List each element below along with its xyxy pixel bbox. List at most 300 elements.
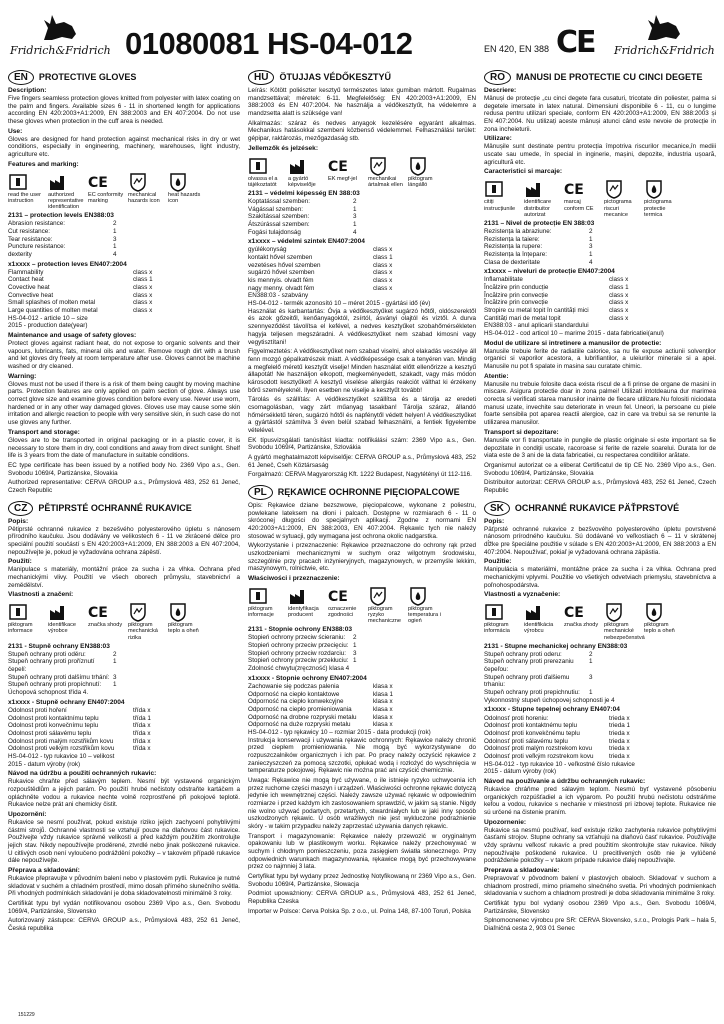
header bbox=[0, 0, 724, 62]
paragraph: Certyfikat typu był wydany przez Jednostkę Notyfikowaną nr 2369 Vipo a.s., Gen. Svobodu 1069/4, Partizánske, Słowacja bbox=[248, 872, 476, 888]
level-label: Stopień ochrony przeciw rozdarciu: bbox=[248, 649, 346, 657]
heat-label: Odporność na ciepło kontaktowe bbox=[248, 690, 340, 698]
heading: Použití: bbox=[8, 558, 32, 566]
mechanical-shield-icon bbox=[128, 172, 148, 192]
brand-logo-left bbox=[10, 12, 111, 57]
heat-label: kontakt hővel szemben bbox=[248, 254, 313, 262]
level-value: 1 bbox=[113, 658, 117, 666]
section-title: RĘKAWICE OCHRONNE PIĘCIOPALCOWE bbox=[277, 486, 460, 497]
section-title: OCHRANNÉ RUKAVICE PÄŤPRSTOVÉ bbox=[514, 502, 680, 513]
heat-label: Odporność na duże rozpryski metalu bbox=[248, 721, 351, 729]
level-label: Fogási tulajdonság bbox=[248, 228, 301, 236]
heading: x1xxxx – védelmi szintek EN407:2004 bbox=[248, 238, 365, 246]
paragraph: Authorized representative: CERVA GROUP a.s., Průmyslová 483, 252 61 Jeneč, Czech Republic bbox=[8, 479, 240, 494]
heat-row bbox=[8, 722, 240, 730]
heat-row bbox=[484, 276, 716, 284]
level-value: 3 bbox=[353, 213, 357, 221]
level-label: Puncture resistance: bbox=[8, 243, 66, 251]
icon-caption: EK megf-jel bbox=[328, 175, 357, 182]
pictogram-row bbox=[248, 586, 476, 624]
heat-value: class x bbox=[609, 291, 629, 299]
paragraph: Rukavice chráňme pred sálavým teplom. Nesmú byť vystavené pôsobeniu organických rozpúšťadiel a ich výparom. Po použití hrubú nečistotu odstráňme kefou a vodou, rukavice s nechanie v miestnosti pri izbovej teplote. Rukavice nie sú určené na čistenie praním. bbox=[484, 785, 716, 816]
heat-label: Zachowanie się podczas palenia bbox=[248, 682, 340, 690]
level-row bbox=[484, 689, 716, 697]
heat-row bbox=[248, 246, 476, 254]
ce-icon bbox=[88, 602, 108, 622]
icon-caption: mechanical hazards icon bbox=[128, 191, 160, 204]
paragraph: Manusile trebuie ferite de radiatiile calorice, sa nu fie expuse actiunii solvenților organici si vaporilor acestora, a lubrifiantilor, a uleiurilor minerale si a apei. Manusile nu pot fi spalate in masina sau curatate chimic. bbox=[484, 347, 716, 371]
heat-value: class x bbox=[609, 307, 629, 314]
heat-value: class 1 bbox=[133, 276, 153, 284]
article-line: HS-04-012 - cod articol 10 – marime 2015 - data fabricatiei(anul) bbox=[484, 330, 664, 338]
paragraph: Gloves are to be transported in original packaging or in a plastic cover, it is necessary to store them in dry, cool conditions and away from direct sunlight. Shelf life is 3 years from the date of manufacture in suitable conditions. bbox=[8, 436, 240, 460]
heat-list bbox=[8, 269, 240, 315]
heat-label: Odolnost proti konvečnímu teplu bbox=[8, 722, 99, 730]
heat-label: Convective heat bbox=[8, 291, 54, 299]
heat-row bbox=[8, 276, 240, 284]
level-value: 1 bbox=[353, 642, 357, 650]
heading: Upozornenie: bbox=[484, 818, 527, 826]
paragraph: Five fingers seamless protection gloves knitted from polyester with latex coating on the palm and fingers. Available sizes 6 - 11 in shortened length for applications according EN 420:2003+A1:2009, EN 388:2003 and EN 407:2004. Do not use these gloves when protection in the cuff area is needed. bbox=[8, 95, 240, 126]
level-value: 1 bbox=[113, 681, 117, 689]
book-icon bbox=[8, 602, 28, 622]
heat-label: sugárzó hővel szemben bbox=[248, 269, 315, 277]
heading: Features and marking: bbox=[8, 160, 79, 168]
heat-row bbox=[8, 730, 240, 738]
heat-label: Odporność na ciepło konwekcyjne bbox=[248, 698, 344, 706]
level-row bbox=[248, 229, 476, 237]
level-value: 1 bbox=[113, 243, 117, 251]
icon-caption: piktogram informacje bbox=[248, 606, 274, 619]
level-row bbox=[484, 259, 716, 267]
brand-logo-right bbox=[614, 12, 715, 57]
levels-list bbox=[484, 228, 716, 266]
icon-caption: marcaj conform CE bbox=[564, 199, 594, 212]
fire-shield-icon bbox=[408, 586, 428, 606]
heading: Descriere: bbox=[484, 87, 517, 94]
heat-value: class x bbox=[133, 268, 153, 276]
level-row bbox=[484, 658, 716, 673]
level-row bbox=[484, 236, 716, 244]
article-line: HS-04-012 - article 10 – size bbox=[8, 314, 88, 322]
heading: Popis: bbox=[484, 517, 505, 525]
ce-icon bbox=[88, 172, 108, 192]
level-row bbox=[248, 206, 476, 214]
icon-caption: značka zhody bbox=[564, 622, 599, 629]
level-row bbox=[248, 213, 476, 221]
book-icon bbox=[248, 586, 268, 606]
icon-caption: citiți instrucțiunile bbox=[484, 199, 516, 212]
fire-shield-icon bbox=[408, 156, 428, 176]
book-icon bbox=[8, 172, 28, 192]
lang-badge: EN bbox=[8, 70, 34, 85]
level-label: Koptatással szemben: bbox=[248, 198, 310, 206]
level-row bbox=[248, 657, 476, 665]
pictogram-row bbox=[484, 602, 716, 640]
level-label: Stupeň ochrany proti dalšímu trhání: bbox=[8, 673, 110, 681]
heading: Použitie: bbox=[484, 558, 512, 566]
heat-label: Odolnosť proti horeniu: bbox=[484, 714, 549, 722]
level-label: Stupeň ochrany proti proříznutí čepelí: bbox=[8, 658, 95, 674]
icon-caption: heat hazards icon bbox=[168, 191, 201, 204]
level-row bbox=[248, 642, 476, 650]
heading: Vlastnosti a vyznačenie: bbox=[484, 591, 561, 599]
heat-row bbox=[248, 698, 476, 706]
level-row bbox=[8, 251, 240, 259]
heat-row bbox=[248, 269, 476, 277]
heat-row bbox=[248, 262, 476, 270]
heat-label: Odolnost proti kontaktnímu teplu bbox=[8, 714, 99, 722]
level-label: Abrasion resistance: bbox=[8, 220, 66, 228]
icon-caption: pictograma riscuri mecanice bbox=[604, 199, 632, 218]
paragraph: Importer w Polsce: Cerva Polska Sp. z o.o., ul. Polna 148, 87-100 Toruń, Polska bbox=[248, 907, 471, 915]
level-row bbox=[8, 220, 240, 228]
icon-caption: piktogram mechanická rizika bbox=[128, 622, 158, 641]
heat-label: Odolnost proti sálavému teplu bbox=[8, 729, 92, 737]
heat-value: class x bbox=[133, 283, 153, 291]
heat-label: Small splashes of molten metal bbox=[8, 299, 96, 307]
book-icon bbox=[484, 179, 504, 199]
fire-shield-icon bbox=[168, 172, 188, 192]
heat-value: class 1 bbox=[373, 254, 393, 262]
heat-row bbox=[8, 292, 240, 300]
fire-shield-icon bbox=[168, 602, 188, 622]
heat-value: trieda 1 bbox=[609, 722, 631, 730]
heading: Description: bbox=[8, 87, 47, 94]
heat-value: class 1 bbox=[609, 283, 629, 291]
heat-row bbox=[8, 715, 240, 723]
levels-list bbox=[248, 634, 476, 665]
paragraph: Autorizovaný zástupce: CERVA GROUP a.s., Průmyslová 483, 252 61 Jeneč, Česká republika bbox=[8, 917, 240, 933]
heading: x1xxxx - Stupně ochrany EN407:2004 bbox=[8, 698, 125, 706]
heat-row bbox=[484, 730, 716, 738]
heat-label: gyúlékonyság bbox=[248, 246, 287, 254]
heading: Popis: bbox=[8, 517, 29, 525]
heat-label: Încălzire prin conducție bbox=[484, 283, 549, 291]
icon-caption: oznaczenie zgodności bbox=[328, 606, 357, 619]
fire-shield-icon bbox=[644, 179, 664, 199]
ce-mark: CE bbox=[556, 25, 595, 60]
brand-name: Fridrich&Fridrich bbox=[614, 44, 715, 57]
level-row bbox=[8, 651, 240, 659]
level-value: 2 bbox=[589, 650, 593, 658]
column-middle bbox=[248, 70, 476, 917]
level-row bbox=[8, 236, 240, 244]
brand-name: Fridrich&Fridrich bbox=[10, 44, 111, 57]
book-icon bbox=[248, 156, 268, 176]
paragraph: Leírás: Kötött poliészter kesztyű természetes latex gumiban mártott. Rugalmas mandzsettával; méretek: 6-11. Megfelelőség: EN 420:2003+A1:2009, EN 388:2003 és EN 407:2004. Ne használja a védőkesztyűt, ha védelemre a mandzsetta alatt is szüksége van! bbox=[248, 87, 476, 118]
level-value: 2 bbox=[113, 220, 117, 228]
level-row bbox=[248, 221, 476, 229]
production-line: 2015 - production date(year) bbox=[8, 322, 88, 330]
pictogram-row bbox=[8, 172, 240, 210]
levels-list bbox=[8, 651, 240, 689]
paragraph: Alkalmazás: száraz és nedves anyagok kezelésére egyaránt alkalmas. Mechanikus hatásokkal szembeni közbenső védelemmel. Felhasználási terület: gépipar, raktározás, mezőgazdaság stb. bbox=[248, 119, 476, 143]
heat-row bbox=[248, 683, 476, 691]
icon-caption: piktogram informácia bbox=[484, 622, 510, 635]
heading: x1xxxx - Stupne tepelnej ochrany EN407:04 bbox=[484, 706, 620, 714]
level-value: 2 bbox=[113, 650, 117, 658]
heat-value: třída x bbox=[133, 737, 151, 745]
level-value: 3 bbox=[589, 243, 593, 251]
heat-row bbox=[484, 738, 716, 746]
lang-badge: PL bbox=[248, 485, 273, 500]
level-row bbox=[8, 243, 240, 251]
heading: Transport si depozitare: bbox=[484, 428, 559, 436]
heat-row bbox=[8, 284, 240, 292]
paragraph: Manusile nu trebuie folosite daca exista riscul de a fi prinse de organe de masini in miscare. Asigura protectie doar in zona palmei! Utilizati intotdeauna dur marimea corecta si verificati starea manusilor inainte de fiecare utilizare.Nu folositi niciodata manusi uzate, invechite sau deteriorate in vreun fel. Uneori, la persoane cu piele foarte sensibila pot aparea reactii alergice, caz in care va trebui sa se renunte la utilizarea manusilor. bbox=[484, 380, 716, 427]
heat-row bbox=[484, 315, 716, 323]
level-label: Stupeň ochrany proti oděru: bbox=[8, 650, 86, 658]
heading: Caracteristici si marcaje: bbox=[484, 168, 563, 176]
pictogram-row bbox=[484, 179, 716, 217]
heading: Transport and storage: bbox=[8, 428, 80, 436]
heading: Use: bbox=[8, 127, 23, 135]
icon-caption: piktogram temperatura i ogień bbox=[408, 606, 441, 625]
paragraph: Manusile vor fi transportate in pungile de plastic originale si este important sa fie depozitate in condiții uscate, racoroase si ferite de razele soarelui. Durata lor de viata este de 3 ani de la data fabricatiei, cu respectarea conditiilor arătate. bbox=[484, 436, 716, 460]
icon-caption: piktogram teplo a oheň bbox=[644, 622, 675, 635]
level-value: 4 bbox=[353, 228, 357, 236]
heat-list bbox=[484, 715, 716, 761]
level-value: 1 bbox=[589, 250, 593, 258]
level-value: 1 bbox=[589, 658, 593, 666]
heat-row bbox=[248, 691, 476, 699]
level-value: 1 bbox=[589, 689, 593, 697]
heat-row bbox=[248, 706, 476, 714]
heat-value: class x bbox=[133, 291, 153, 299]
heat-value: class x bbox=[373, 277, 393, 285]
heading: Vlastnosti a značení: bbox=[8, 591, 74, 599]
paragraph: Certifikát typu byl vydán notifikovanou osobou 2369 Vipo a.s., Gen. Svobodu 1069/4, Partizánske, Slovensko bbox=[8, 900, 240, 915]
mechanical-shield-icon bbox=[128, 602, 148, 622]
product-code: 01080081 HS-04-012 bbox=[125, 26, 413, 61]
icon-caption: identifikácia výrobcu bbox=[524, 622, 554, 635]
paragraph: Opis: Rękawice dziane bezszwowe, pięciopalcowe, wykonane z poliestru, powlekane lateksem na dłoni i palcach. Dostępne w rozmiarach 6 - 11 o skróconej długości do specjalnych aplikacji. Zgodne z normami EN 420:2003+A1:2009, EN 388:2003, EN 407:2004. Rękawic tych nie należy stosować w sytuacji, gdy wymagana jest ochrona okolic nadgarstka. bbox=[248, 501, 476, 540]
level-label: Stopień ochrony przeciw ścieraniu: bbox=[248, 634, 346, 642]
paragraph: Päťprsté ochranné rukavice z bezšvového polyesterového úpletu povrstvené nánosom prírodného kaučuku. Sú dodávané vo veľkostiach 6 – 11 v skrátenej dĺžke pre špeciálne použitie v súlade s EN 420:2003+A1:2009, EN 388:2003 a EN 407:2004. Nepoužívať, pokiaľ je vyžadovaná ochrana zápästia. bbox=[484, 525, 716, 556]
heat-list bbox=[248, 246, 476, 292]
production-line: 2015 - datum výroby (rok) bbox=[8, 760, 81, 768]
paragraph: Manipulácia s materiálmi, montážne práce za sucha i za vlhka. Ochrana pred mechanickými vplyvmi. Použitie vo všetkých odvetviach priemyslu, stavebníctva a poľnohospodárstva. bbox=[484, 566, 716, 589]
heat-row bbox=[8, 307, 240, 315]
section-title: PĚTIPRSTÉ OCHRANNÉ RUKAVICE bbox=[38, 502, 192, 513]
heat-list bbox=[8, 707, 240, 753]
norms-label: EN 420, EN 388 bbox=[484, 44, 550, 54]
heading: Přeprava a skladování: bbox=[8, 867, 80, 874]
heat-value: trieda x bbox=[609, 737, 630, 745]
level-label: Tear resistance: bbox=[8, 235, 53, 243]
heat-value: třída x bbox=[133, 722, 151, 730]
heat-value: třída 1 bbox=[133, 714, 151, 722]
icon-caption: a gyártó képviselője bbox=[288, 175, 316, 188]
level-row bbox=[8, 228, 240, 236]
heat-label: Cantități mari de metal topit bbox=[484, 314, 561, 322]
heading: Utilizare: bbox=[484, 135, 512, 143]
icon-caption: mechanikai ártalmak ellen bbox=[368, 175, 403, 188]
heat-value: klasa 1 bbox=[373, 690, 393, 698]
level-value: 1 bbox=[353, 205, 357, 213]
icon-caption: piktogram mechanické nebezpečenstvá bbox=[604, 622, 645, 641]
level-value: 3 bbox=[113, 235, 117, 243]
paragraph: Rukavice přepravujte v původním balení nebo v plastovém pytli. Rukavice je nutné skladovat v suchém a chladném prostředí, mimo dosah přímého slunečního světla. Při vhodných podmínkách skladování je doba skladovatelnosti minimálně 3 roky. bbox=[8, 875, 240, 898]
heat-label: Odolnosť proti kontaktnému teplu bbox=[484, 722, 578, 730]
heat-value: class x bbox=[373, 261, 393, 269]
heat-label: nagy menny. olvadt fém bbox=[248, 284, 315, 292]
heat-value: klasa x bbox=[373, 698, 393, 706]
level-label: Rezistența la abraziune: bbox=[484, 227, 552, 235]
heat-row bbox=[484, 715, 716, 723]
heat-label: Contact heat bbox=[8, 276, 44, 284]
paragraph: Gloves must not be used if there is a risk of them being caught by moving machine parts. Protection features are only applied on palm section of glove. Always use correct glove size and examine gloves condition before every use. Never use worn, hardened or in any other way damaged gloves. Gloves use may cause some skin irritation and allergic reaction to people with very sensitive skin, in such case do not use gloves any further. bbox=[8, 380, 240, 427]
level-label: Stupeň ochrany proti oderu: bbox=[484, 650, 562, 658]
icon-caption: piktogram teplo a oheň bbox=[168, 622, 199, 635]
heat-label: Odolnosť proti sálavému teplu bbox=[484, 737, 568, 745]
icon-caption: identificare distribuitor autorizat bbox=[524, 199, 552, 218]
mechanical-shield-icon bbox=[368, 586, 388, 606]
icon-caption: piktogram informace bbox=[8, 622, 33, 635]
lang-badge: CZ bbox=[8, 501, 33, 516]
ce-icon bbox=[564, 179, 584, 199]
heat-row bbox=[484, 307, 716, 315]
level-label: Stupeň ochrany proti propíchnutí: bbox=[8, 681, 102, 689]
paragraph: Rukavice chraňte před sálavým teplem. Nesmí být vystavené organickým rozpouštědlům a jejich parám. Po použití hrubé nečistoty odstraňte kartáčem a opláchněte vodou a rukavice nechte volně rozprostřené při pokojové teplotě. Rukavice nelze prát ani chemicky čistit. bbox=[8, 778, 240, 809]
heading: Návod na údržbu a použití ochranných rukavic: bbox=[8, 770, 157, 778]
paragraph: Distribuitor autorizat: CERVA GROUP a.s., Průmyslová 483, 252 61 Jeneč, Czech Republic bbox=[484, 479, 716, 494]
article-line: HS-04-012 - typ rukavice 10 - veľkostné číslo rukavice bbox=[484, 760, 635, 768]
paragraph: Wykorzystanie i przeznaczenie: Rękawice przeznaczone do ochrony rąk przed uszkodzeniami mechanicznymi w suchym oraz wilgotnym środowisku, szczególnie przy pracach inżynieryjnych, magazynowych, w przemyśle lekkim, maszynowym, rolnictwie, etc. bbox=[248, 542, 476, 573]
paragraph: A gyártó meghatalmazott képviselője: CERVA GROUP a.s., Průmyslová 483, 252 61 Jeneč, Cseh Köztársaság bbox=[248, 453, 476, 469]
heat-value: trieda x bbox=[609, 752, 630, 760]
level-value: 4 bbox=[589, 258, 593, 266]
ce-icon bbox=[328, 156, 348, 176]
heat-value: trieda x bbox=[609, 714, 630, 722]
level-value: 1 bbox=[113, 227, 117, 235]
icon-caption: olvassa el a tájékoztatót bbox=[248, 175, 278, 188]
heat-label: Odolnosť proti konvekčnému teplu bbox=[484, 729, 580, 737]
levels-list bbox=[8, 220, 240, 258]
heat-row bbox=[8, 707, 240, 715]
paragraph: Organismul autorizat ce a eliberat Certificatul de tip CE No. 2369 Vipo a.s., Gen. Svobodu 1069/4, Partizánske, Slovakia bbox=[484, 461, 716, 477]
level-value: 2 bbox=[353, 198, 357, 206]
icon-caption: identifikace výrobce bbox=[48, 622, 76, 635]
heat-value: class x bbox=[609, 314, 629, 322]
dog-logo-icon bbox=[642, 12, 686, 42]
heat-value: třída x bbox=[133, 729, 151, 737]
level-label: Rezistența la înțepare: bbox=[484, 250, 548, 258]
column-left bbox=[8, 70, 240, 935]
heading: 2131 - Stupně ochrany EN388:03 bbox=[8, 642, 110, 650]
level-row bbox=[248, 198, 476, 206]
level-label: Szakítással szemben: bbox=[248, 213, 310, 221]
heat-label: Odporność na drobne rozpryski metalu bbox=[248, 713, 357, 721]
column-right bbox=[484, 70, 716, 935]
level-label: Rezistența la taiere: bbox=[484, 235, 540, 243]
factory-icon bbox=[288, 156, 308, 176]
section-title: PROTECTIVE GLOVES bbox=[38, 72, 137, 83]
heading: Modul de utilizare si intretinere a manusilor de protectie: bbox=[484, 339, 662, 347]
pictogram-row bbox=[248, 156, 476, 188]
level-label: Stopień ochrony przeciw przecięciu: bbox=[248, 642, 349, 650]
level-row bbox=[484, 651, 716, 659]
heat-value: class x bbox=[373, 246, 393, 254]
heat-row bbox=[484, 722, 716, 730]
paragraph: Pětiprsté ochranné rukavice z bezešvého polyesterového úpletu s nánosem přírodního kaučuku. Jsou dodávány ve velikostech 6 - 11 ve zkrácené délce pro speciální použití součástí s EN 420:2003+A1:2009, EN 388:2003 a EN 407:2004, nepoužívejte je, pokud je vyžadována ochrana zápěstí. bbox=[8, 525, 240, 556]
heading: Atentie: bbox=[484, 372, 509, 380]
heat-row bbox=[8, 269, 240, 277]
factory-icon bbox=[524, 179, 544, 199]
level-label: dexterity bbox=[8, 250, 32, 258]
paragraph: Figyelmeztetés: A védőkesztyűket nem szabad viselni, ahol elakadás veszélye áll fenn mozgó gépalkatrészek miatt. A védőképessége csak a tenyéren van. Mindig a megfelelő méretű kesztyűt viselje! Minden használat előtt ellenőrizze a kesztyű állapotát! Ne használjon elkopott, megkeményedett, szakadt, vagy más módon károsodott kesztyűket! A kesztyű viselése allergiás reakciót válthat ki érzékeny bőrű személyeknél. Ilyen esetben ne viselje a kesztyűt tovább! bbox=[248, 348, 476, 394]
heading: Upozornění: bbox=[8, 810, 47, 818]
section-title: ÖTUJJAS VÉDŐKESZTYŰ bbox=[279, 72, 391, 83]
heat-label: Large quantities of molten metal bbox=[8, 307, 98, 314]
paragraph: Prepravovať v pôvodnom balení v plastových obaloch. Skladovať v suchom a chladnom prostredí, mimo priameho slnečného svetla. Pri vhodných podmienkach skladovania v suchom a chladnom prostredí je doba skladovania minimálne 3 roky. bbox=[484, 875, 716, 898]
factory-icon bbox=[48, 602, 68, 622]
paragraph: Uwaga: Rękawice nie mogą być używane, o ile istnieje ryzyko uchwycenia ich przez ruchome części maszyn i urządzeń. Właściwości ochronne rękawic dotyczą jedynie ich wewnętrznej części. Należy zawsze używać rękawic w odpowiednim rozmiarze i przed każdym ich zastosowaniem sprawdzić, w jakim są stanie. Nigdy nie wolno używać podartych, przetartych, stwardniałych lub w jaki inny sposób uszkodzonych rękawic. U osób wrażliwych nie jest wykluczone podrażnienie skóry - w takim przypadku należy zaprzestać używania danych rękawic. bbox=[248, 776, 476, 830]
section-title: MANUSI DE PROTECTIE CU CINCI DEGETE bbox=[516, 72, 703, 83]
article-line: HS-04-012 - typ rukavice 10 – velikost bbox=[8, 752, 115, 760]
heat-label: Inflamabilitate bbox=[484, 276, 523, 284]
dexterity-line: Vykonnostný stupeň úchopovej schopnosti je 4 bbox=[484, 696, 615, 704]
level-label: Cut resistance: bbox=[8, 227, 50, 235]
paragraph: Protect gloves against radiant heat, do not expose to organic solvents and their vapours, lubricants, fats, mineral oils and water. Remove rough dirt with a brush and let gloves dry freely at room temperature after use. Gloves cannot be machine washed or dry cleaned. bbox=[8, 340, 240, 371]
lang-badge: RO bbox=[484, 70, 511, 85]
icon-caption: piktogram lángálló bbox=[408, 175, 433, 188]
levels-list bbox=[484, 651, 716, 697]
heading: Návod na používanie a údržbu ochranných rukavíc: bbox=[484, 777, 646, 785]
heat-value: klasa x bbox=[373, 705, 393, 713]
heading: x1xxxx – protection leves EN407:2004 bbox=[8, 260, 127, 268]
icon-caption: read the user instruction bbox=[8, 191, 41, 204]
icon-caption: piktogram ryzyko mechaniczne bbox=[368, 606, 401, 625]
level-label: Stupeň ochrany proti ďalšiemu trhaniu: bbox=[484, 673, 570, 689]
level-value: 2 bbox=[589, 227, 593, 235]
heat-row bbox=[248, 714, 476, 722]
heading: Warning: bbox=[8, 372, 37, 380]
heat-row bbox=[484, 753, 716, 761]
level-value: 1 bbox=[353, 221, 357, 229]
level-row bbox=[248, 634, 476, 642]
icon-caption: identyfikacja producent bbox=[288, 606, 319, 619]
heat-label: Odolnost proti malým rozstřikům kovu bbox=[8, 737, 114, 745]
heat-value: třída x bbox=[133, 745, 151, 753]
production-line: 2015 - dátum výroby (rok) bbox=[484, 768, 557, 776]
dexterity-line: Zdolność chwytu(zręczność) klasa 4 bbox=[248, 665, 350, 673]
paragraph: Podmiot upoważniony: CERVA GROUP a.s., Průmyslová 483, 252 61 Jeneč, Republika Czeska bbox=[248, 890, 476, 905]
heat-value: class x bbox=[133, 299, 153, 307]
lang-badge: HU bbox=[248, 70, 274, 85]
heading: 2131 - Stopnie ochrony EN388:03 bbox=[248, 626, 353, 634]
heat-value: trieda x bbox=[609, 745, 630, 753]
icon-caption: EC conformity marking bbox=[88, 191, 124, 204]
heading: x1xxxx - Stopnie ochrony EN407:2004 bbox=[248, 674, 367, 682]
paragraph: Certifikát typu bol vydaný osobou 2369 Vipo a.s., Gen. Svobodu 1069/4, Partizánske, Slovensko bbox=[484, 900, 716, 915]
lang-badge: SK bbox=[484, 501, 510, 516]
levels-list bbox=[248, 198, 476, 236]
heading: 2131 - Stupne mechanickej ochrany EN388:03 bbox=[484, 642, 628, 650]
paragraph: Mânușile sunt destinate pentru protecția împotriva riscurilor mecanice,în mediii uscate sau umede, în special in inginerie, mașini, depozite, industria ușoară, agricultură etc. bbox=[484, 143, 716, 166]
level-value: 1 bbox=[353, 657, 357, 665]
paragraph: Tárolás és szállítás: A védőkesztyűket szállítsa és a tárolja az eredeti csomagolásban, vagy zárt műanyag tasakban! Tárolja száraz, állandó hőmérsékletű téren, sugárzó hőtől és napfénytől védett helyen! A védőkesztyűket a gyártástól számítva 3 éven belül szabad felhasználni, a fentiek figyelembe vételével. bbox=[248, 396, 476, 434]
heading: x1xxxx – niveluri de protecție EN407:2004 bbox=[484, 268, 615, 276]
paragraph: Használat és karbantartás: Óvja a védőkesztyűket sugárzó hőtől, oldószerektől és azok gőzeitől, kenőanyagoktól, zsírtól, ásványi olajtól és víztől. A durva szennyeződést távolítsa el kefével, a nedves kesztyűket szobahőmérsékleten hagyja teljesen megszáradni. A védőkesztyűket nem szabad kimosni vagy vegytisztítani! bbox=[248, 307, 476, 346]
factory-icon bbox=[524, 602, 544, 622]
heat-row bbox=[248, 721, 476, 729]
paragraph: Instrukcja konserwacji i używania rękawic ochronnych: Rękawice należy chronić przed ciepłem promieniowania. Nie mogą być wykorzystywane do rozpuszczalników organicznych i ich par. Po pracy należy oczyścić rękawice z zanieczyszczeń za pomocą szczotki, opłukać wodą i rozłożyć do wyschnięcia w temperaturze pokojowej. Rękawic nie można prać ani czyścić chemicznie. bbox=[248, 736, 476, 775]
heat-row bbox=[248, 277, 476, 285]
paragraph: Gloves are designed for hand protection against mechanical risks in dry or wet conditions, especially in engineering, machinery, warehouses, light industry, agriculture etc. bbox=[8, 135, 240, 159]
dog-logo-icon bbox=[38, 12, 82, 42]
